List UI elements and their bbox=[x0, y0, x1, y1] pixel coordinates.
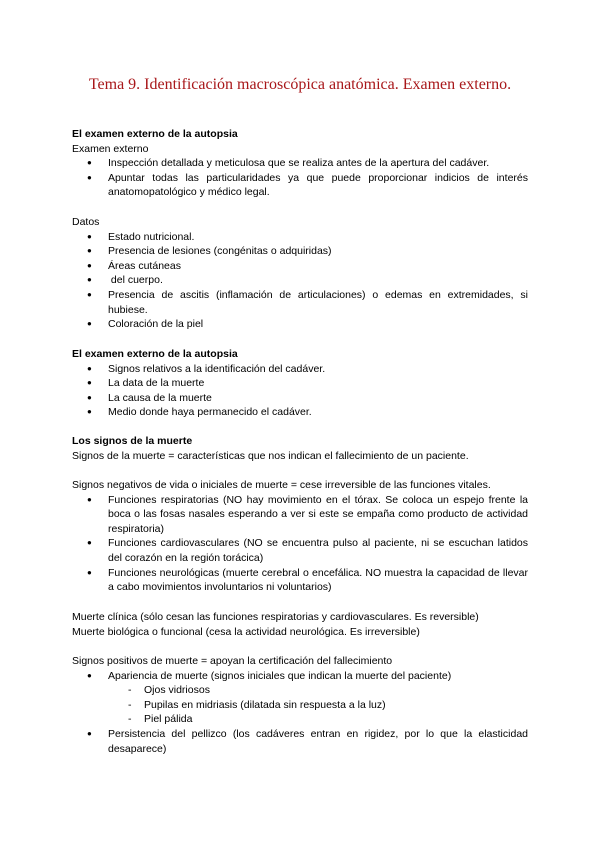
list-item: ● Funciones cardiovasculares (NO se encuentra pulso al paciente, ni se escuchan latidos del corazón en la región torácica) bbox=[72, 536, 528, 565]
list-item: ● Medio donde haya permanecido el cadáver. bbox=[72, 405, 528, 420]
list-item bbox=[72, 669, 528, 727]
sub-list-item: - Ojos vidriosos bbox=[72, 683, 528, 698]
bullet-list bbox=[72, 669, 528, 757]
section-heading: Los signos de la muerte bbox=[72, 435, 193, 447]
positive-signs bbox=[72, 654, 528, 756]
bullet-list bbox=[72, 362, 528, 420]
clinical-death: Muerte clínica (sólo cesan las funciones respiratorias y cardiovasculares. Es reversible) bbox=[72, 611, 479, 623]
bullet-list bbox=[72, 156, 528, 200]
list-item: ● Presencia de ascitis (inflamación de articulaciones) o edemas en extremidades, si hubiese. bbox=[72, 288, 528, 317]
list-item: ● Estado nutricional. bbox=[72, 230, 528, 245]
subheading: Examen externo bbox=[72, 142, 149, 155]
list-item: ● La causa de la muerte bbox=[72, 391, 528, 406]
list-item: ● Apuntar todas las particularidades ya que puede proporcionar indicios de interés anatomopatológico y médico legal. bbox=[72, 171, 528, 200]
section-heading: El examen externo de la autopsia bbox=[72, 128, 238, 140]
sub-list bbox=[72, 683, 528, 727]
list-item: ● Persistencia del pellizco (los cadáveres entran en rigidez, por lo que la elasticidad desaparece) bbox=[72, 727, 528, 756]
list-item: ● Inspección detallada y meticulosa que se realiza antes de la apertura del cadáver. bbox=[72, 156, 528, 171]
definition: Signos de la muerte = características que nos indican el fallecimiento de un paciente. bbox=[72, 449, 469, 462]
list-item: ● La data de la muerte bbox=[72, 376, 528, 391]
list-item: ● Signos relativos a la identificación del cadáver. bbox=[72, 362, 528, 377]
sub-list-item: - Pupilas en midriasis (dilatada sin respuesta a la luz) bbox=[72, 698, 528, 713]
list-item: ● del cuerpo. bbox=[72, 273, 528, 288]
positive-signs-intro: Signos positivos de muerte = apoyan la certificación del fallecimiento bbox=[72, 655, 393, 667]
sub-list-item: - Piel pálida bbox=[72, 712, 528, 727]
bullet-list bbox=[72, 493, 528, 595]
negative-signs-intro: Signos negativos de vida o iniciales de muerte = cese irreversible de las funciones vitales. bbox=[72, 479, 491, 491]
list-item: ● Áreas cutáneas bbox=[72, 259, 528, 274]
list-item: ● Coloración de la piel bbox=[72, 317, 528, 332]
section-heading: El examen externo de la autopsia bbox=[72, 348, 238, 360]
section-external-exam-2 bbox=[72, 347, 528, 420]
list-item: ● Funciones neurológicas (muerte cerebral o encefálica. NO muestra la capacidad de llevar a cabo movimientos involuntarios ni voluntarios) bbox=[72, 566, 528, 595]
list-item: ● Funciones respiratorias (NO hay movimiento en el tórax. Se coloca un espejo frente la boca o las fosas nasales esperando a ver si este se empaña como producto de actividad respiratoria) bbox=[72, 493, 528, 537]
negative-signs bbox=[72, 478, 528, 595]
section-label: Datos bbox=[72, 216, 100, 228]
section-external-exam bbox=[72, 127, 528, 200]
death-types bbox=[72, 610, 528, 639]
biological-death: Muerte biológica o funcional (cesa la actividad neurológica. Es irreversible) bbox=[72, 625, 420, 638]
document-title: Tema 9. Identificación macroscópica anatómica. Examen externo. bbox=[88, 76, 512, 93]
section-data bbox=[72, 215, 528, 332]
list-item: ● Presencia de lesiones (congénitas o adquiridas) bbox=[72, 244, 528, 259]
bullet-list bbox=[72, 230, 528, 332]
appearance-label: Apariencia de muerte (signos iniciales que indican la muerte del paciente) bbox=[108, 669, 452, 682]
section-signs-of-death bbox=[72, 434, 528, 463]
